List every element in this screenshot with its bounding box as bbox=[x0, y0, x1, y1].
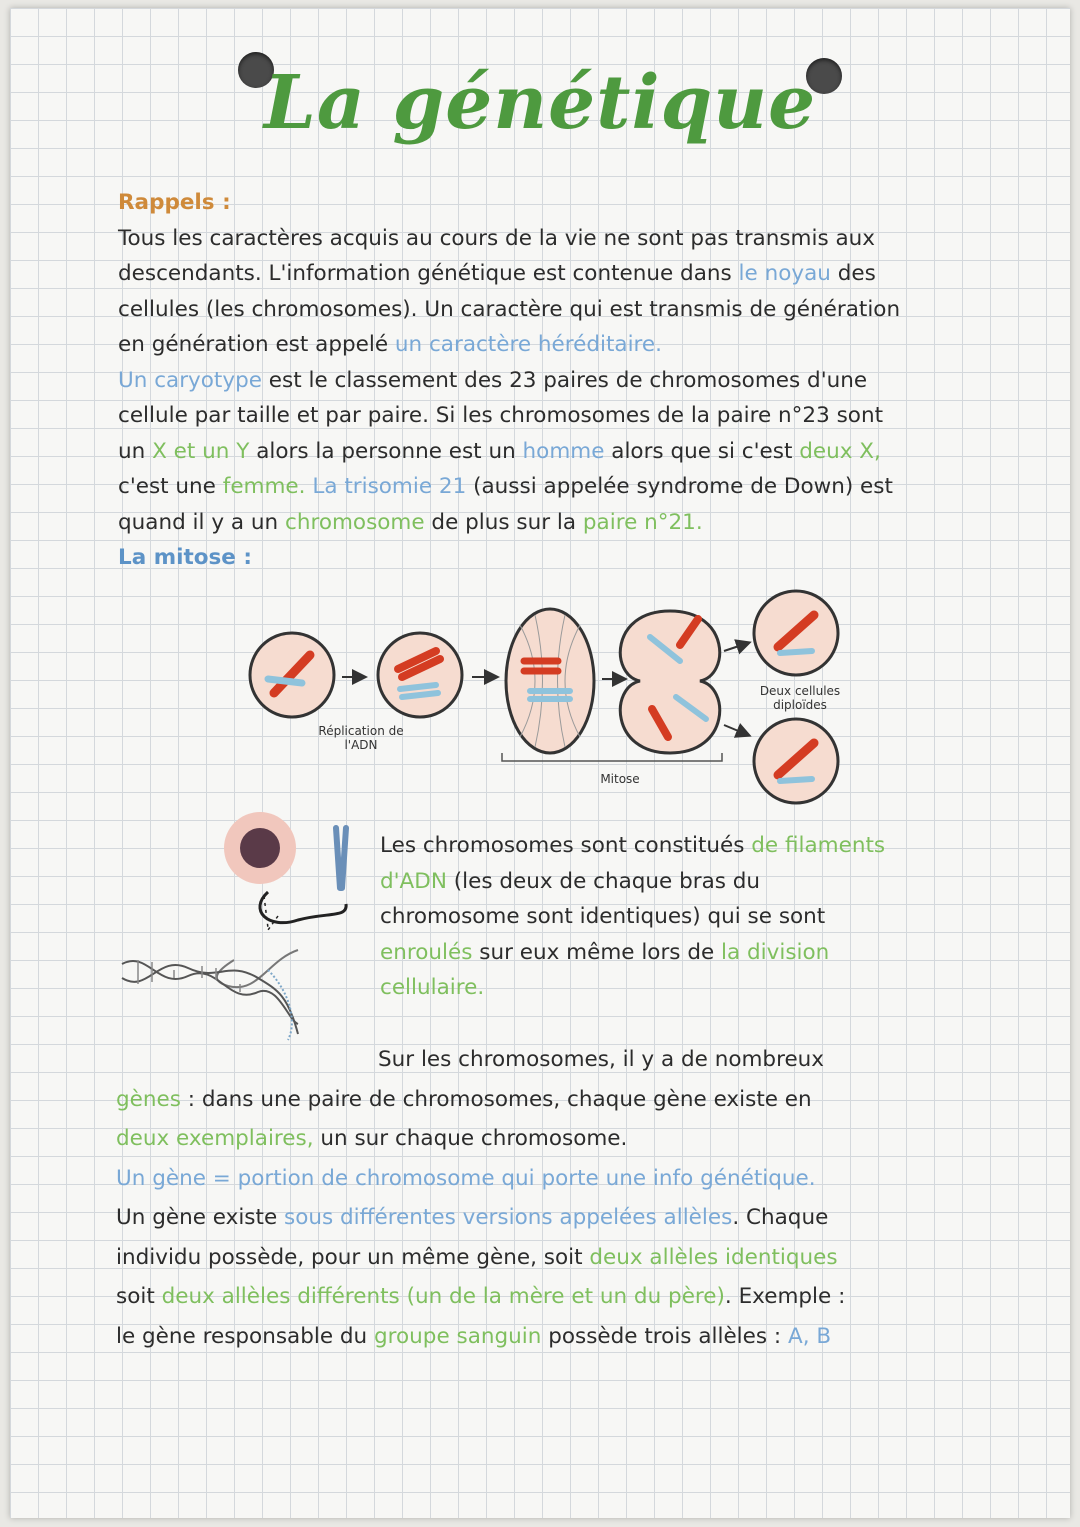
cell-2 bbox=[378, 633, 462, 717]
arrow-5 bbox=[724, 725, 748, 735]
genes-line-5: Un gène existe sous différentes versions appelées allèles. Chaque bbox=[116, 1205, 829, 1230]
chromo-line-3: chromosome sont identiques) qui se sont bbox=[380, 904, 826, 929]
daughter-cell-bottom bbox=[754, 719, 838, 803]
genes-line-4: Un gène = portion de chromosome qui porte une info génétique. bbox=[116, 1165, 816, 1191]
genes-line-6: individu possède, pour un même gène, soit deux allèles identiques bbox=[116, 1244, 838, 1270]
rappels-line-4: en génération est appelé un caractère héréditaire. bbox=[118, 332, 662, 357]
genes-line-2: gènes : dans une paire de chromosomes, chaque gène existe en bbox=[116, 1086, 812, 1112]
rappels-section bbox=[118, 185, 900, 576]
chromo-line-5: cellulaire. bbox=[380, 975, 485, 1000]
cell-1 bbox=[250, 633, 334, 717]
rappels-line-2: descendants. L'information génétique est contenue dans le noyau des bbox=[118, 261, 876, 286]
dna-illustration bbox=[118, 800, 368, 1060]
mitose-bracket bbox=[502, 753, 722, 761]
genes-line-8: le gène responsable du groupe sanguin possède trois allèles : A, B bbox=[116, 1323, 832, 1349]
genes-section bbox=[116, 1040, 845, 1356]
chromosome-section bbox=[380, 828, 885, 1006]
page-title: La génétique bbox=[263, 60, 817, 146]
genes-line-1: Sur les chromosomes, il y a de nombreux bbox=[378, 1047, 825, 1072]
genes-line-3: deux exemplaires, un sur chaque chromosome. bbox=[116, 1126, 628, 1151]
cell-3 bbox=[506, 609, 594, 753]
rappels-heading: Rappels : bbox=[118, 190, 231, 215]
chromo-line-2: d'ADN (les deux de chaque bras du bbox=[380, 868, 761, 894]
genes-line-7: soit deux allèles différents (un de la mère et un du père). Exemple : bbox=[116, 1284, 846, 1309]
rappels-line-9: quand il y a un chromosome de plus sur la paire n°21. bbox=[118, 509, 703, 535]
arrow-4 bbox=[724, 643, 748, 651]
rappels-line-1: Tous les caractères acquis au cours de la vie ne sont pas transmis aux bbox=[118, 225, 876, 251]
label-deux-cellules: Deux cellules diploïdes bbox=[759, 684, 841, 712]
chromo-line-4: enroulés sur eux même lors de la division bbox=[380, 939, 830, 965]
chromo-line-1: Les chromosomes sont constitués de filaments bbox=[380, 833, 886, 858]
rappels-line-7: un X et un Y alors la personne est un homme alors que si c'est deux X, bbox=[118, 438, 881, 464]
cell-4 bbox=[620, 611, 719, 753]
label-replication: Réplication de l'ADN bbox=[318, 724, 404, 752]
rappels-line-6: cellule par taille et par paire. Si les chromosomes de la paire n°23 sont bbox=[118, 403, 884, 428]
daughter-cell-top bbox=[754, 591, 838, 675]
label-mitose: Mitose bbox=[600, 772, 640, 786]
mitose-heading: La mitose : bbox=[118, 545, 252, 570]
rappels-line-5: Un caryotype est le classement des 23 paires de chromosomes d'une bbox=[118, 367, 868, 393]
rappels-line-8: c'est une femme. La trisomie 21 (aussi appelée syndrome de Down) est bbox=[118, 474, 893, 499]
rappels-line-3: cellules (les chromosomes). Un caractère qui est transmis de génération bbox=[118, 296, 901, 322]
